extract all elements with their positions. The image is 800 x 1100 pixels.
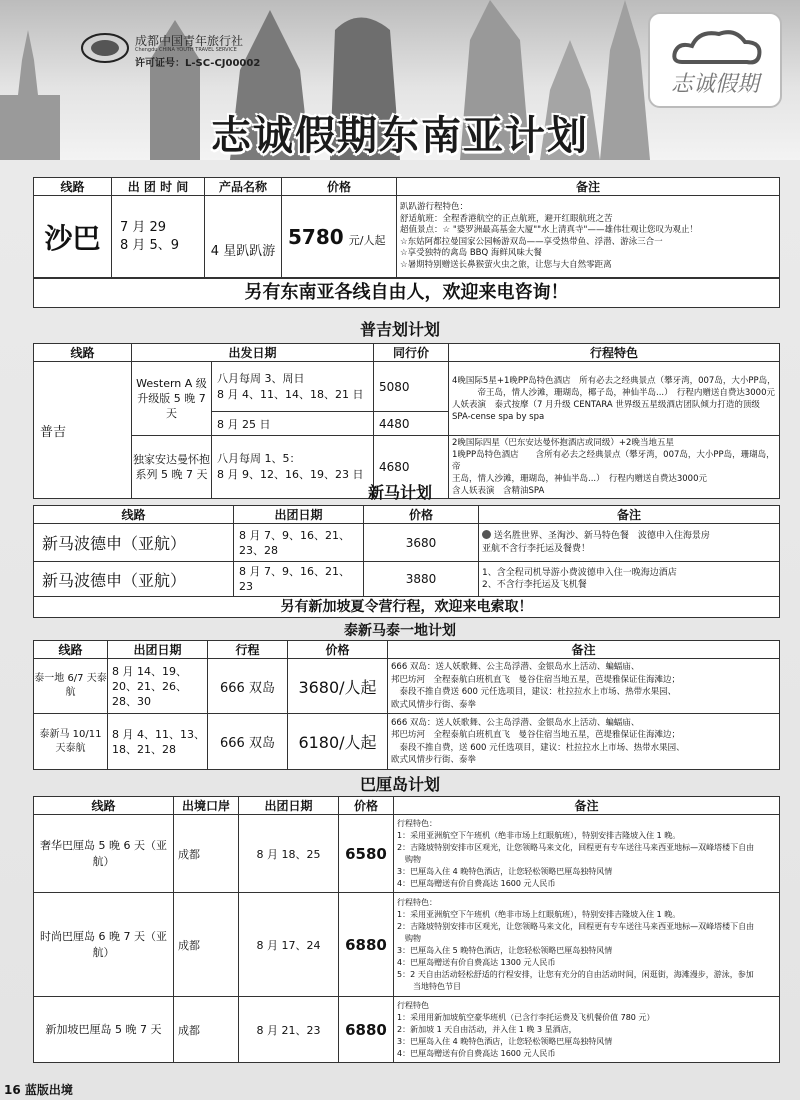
sabah-table <box>33 177 780 278</box>
thai-section-title: 泰新马泰一地计划 <box>344 623 456 639</box>
col-header: 价格 <box>282 178 397 196</box>
price-cell <box>282 196 397 278</box>
note-line: 1：采用用新加坡航空豪华班机（已含行李托运费及飞机餐价值 780 元） <box>397 1012 655 1022</box>
date-line: 8 月 4、11、14、18、21 日 <box>217 387 364 401</box>
route-cell: 普吉 <box>34 362 132 499</box>
col-header: 价格 <box>339 797 394 815</box>
date-line: 8 月 5、9 <box>120 237 180 253</box>
bali-table <box>33 796 780 1063</box>
dates-cell: 8 月 18、25 <box>239 815 339 893</box>
col-header: 备注 <box>397 178 780 196</box>
port-cell: 成都 <box>174 815 239 893</box>
note-line: 当地特色节目 <box>397 981 461 991</box>
trip-cell: 666 双岛 <box>208 714 288 770</box>
route-cell: 泰一地 6/7 天泰航 <box>34 659 108 714</box>
logo-text: 志诚假期 <box>670 72 759 97</box>
date-line: 8 月 9、12、16、19、23 日 <box>217 468 364 481</box>
col-header: 出团日期 <box>234 506 364 524</box>
dates-cell: 8 月 14、19、20、21、26、28、30 <box>108 659 208 714</box>
price-cell: 6880 <box>339 997 394 1063</box>
notes-cell <box>449 362 780 436</box>
note-line: ☆暑期特别赠送长鼻猴萤火虫之旅，让您与大自然零距离 <box>400 259 612 270</box>
page-title: 志诚假期东南亚计划 <box>211 113 589 159</box>
date-line: 八月每周 1、5： <box>217 452 301 465</box>
price-unit: 元/人起 <box>348 233 386 247</box>
product-cell: 4 星趴趴游 <box>205 196 282 278</box>
notes-cell <box>388 714 780 770</box>
note-line: 3：巴厘岛入住 4 晚特色酒店，让您轻松领略巴厘岛独特风情 <box>397 866 613 876</box>
note-line: 舒适航班：全程香港航空的正点航班，避开红眼航班之苦 <box>400 213 613 224</box>
note-line: 亚航不含行李托运及餐费！ <box>482 543 591 554</box>
price-cell: 4480 <box>374 412 449 436</box>
free-travel-banner: 另有东南亚各线自由人，欢迎来电咨询！ <box>33 278 780 308</box>
dates-cell: 8 月 4、11、13、18、21、28 <box>108 714 208 770</box>
col-header: 出发日期 <box>132 344 374 362</box>
notes-cell <box>394 815 780 893</box>
agency-english-name: Chengdu CHINA YOUTH TRAVEL SERVICE <box>135 47 237 53</box>
note-line: 趴趴游行程特色： <box>400 202 469 212</box>
note-line: 行程特色 <box>397 1000 429 1010</box>
price-cell: 3680 <box>364 524 479 562</box>
phuket-table <box>33 343 780 499</box>
col-header: 产品名称 <box>205 178 282 196</box>
note-line: ☆享受独特的禽岛 BBQ 海鲜风味大餐 <box>400 248 542 258</box>
note-line: ☆东姑阿都拉曼国家公园畅游双岛——享受热带鱼、浮潜、游泳三合一 <box>400 236 663 247</box>
dates-cell: 8 月 7、9、16、21、23 <box>234 562 364 597</box>
col-header: 线路 <box>34 506 234 524</box>
note-line: 1：采用亚洲航空下午班机（绝非市场上红眼航班），特别安排吉隆坡入住 1 晚。 <box>397 909 681 919</box>
col-header: 行程特色 <box>449 344 780 362</box>
note-line: 王岛，情人沙滩，珊瑚岛，神仙半岛...） 行程内赠送自费达3000元 <box>452 474 707 484</box>
note-line: 2：吉隆坡特别安排市区观光，让您领略马来文化，回程更有专车送往马来西亚地标—双峰塔楼下自由 <box>397 921 755 931</box>
note-line: 4晚国际5星+1晚PP岛特色酒店 所有必去之经典景点（攀牙湾，007岛，大小PP岛， <box>452 375 776 386</box>
note-line: 666 双岛：送人妖歌舞、公主岛浮潜、金银岛水上活动、蝙蝠庙、 <box>391 717 640 728</box>
notes-cell <box>479 562 780 597</box>
product-cell: 独家安达曼怀抱系列 5 晚 7 天 <box>132 436 212 499</box>
col-header: 线路 <box>34 344 132 362</box>
price-cell: 6580 <box>339 815 394 893</box>
note-line: 666 双岛：送人妖歌舞、公主岛浮潜、金银岛水上活动、蝙蝠庙、 <box>391 662 640 672</box>
agency-block <box>80 30 275 68</box>
xinma-table <box>33 505 780 597</box>
dates-cell: 8 月 21、23 <box>239 997 339 1063</box>
trip-cell: 666 双岛 <box>208 659 288 714</box>
price-cell: 6180/人起 <box>288 714 388 770</box>
note-text: 送名胜世界、圣淘沙、新马特色餐 波德申入住海景房 <box>493 531 710 541</box>
note-line: SPA-cense spa by spa <box>452 411 545 422</box>
col-header: 备注 <box>394 797 780 815</box>
note-line: 2：吉隆坡特别安排市区观光，让您领略马来文化，回程更有专车送往马来西亚地标—双峰塔楼下自由 <box>397 842 755 852</box>
note-line: 2：新加坡 1 天自由活动，并入住 1 晚 3 星酒店， <box>397 1024 577 1034</box>
note-line: 1：采用亚洲航空下午班机（绝非市场上红眼航班），特别安排吉隆坡入住 1 晚。 <box>397 830 681 840</box>
note-line: 超值景点：☆ "婆罗洲最高基金大厦""水上清真寺"——雄伟壮观让您叹为观止！ <box>400 225 698 235</box>
product-cell: Western A 级升级版 5 晚 7 天 <box>132 362 212 436</box>
bullet-icon <box>482 530 491 539</box>
note-line: 2、不含行李托运及飞机餐 <box>482 580 587 590</box>
price-value: 5780 <box>288 224 344 249</box>
agency-name: 成都中国青年旅行社 <box>135 34 244 48</box>
notes-cell <box>479 524 780 562</box>
agency-logo-icon <box>80 30 130 66</box>
note-line: 帝王岛，情人沙滩，珊瑚岛，椰子岛，神仙半岛...） 行程内赠送自费达3000元 <box>452 387 775 398</box>
date-line: 八月每周 3、周日 <box>217 371 305 385</box>
xinma-section-title: 新马计划 <box>367 483 432 502</box>
route-cell: 沙巴 <box>34 196 112 278</box>
col-header: 备注 <box>388 641 780 659</box>
agency-license: 许可证号：L-SC-CJ00002 <box>135 58 261 69</box>
note-line: 欧式风情步行街、泰拳 <box>391 699 477 710</box>
date-line: 7 月 29 <box>120 219 167 235</box>
route-cell: 新马波德申（亚航） <box>34 524 234 562</box>
header-banner <box>0 0 800 160</box>
dates-cell <box>212 362 374 412</box>
dates-cell: 8 月 25 日 <box>212 412 374 436</box>
price-cell: 5080 <box>374 362 449 412</box>
note-line: 欧式风情步行街、泰拳 <box>391 755 477 765</box>
col-header: 出团日期 <box>108 641 208 659</box>
note-line: 行程特色： <box>397 897 437 907</box>
note-line: 人妖表演 泰式按摩（7 月升级 CENTARA 世界级五星级酒店团队倾力打造的顶级 <box>452 399 760 410</box>
note-line: 4：巴厘岛赠送有价自费高达 1300 元人民币 <box>397 957 556 967</box>
page-footer: 16 蓝版出境 <box>4 1083 73 1097</box>
col-header: 备注 <box>479 506 780 524</box>
notes-cell <box>388 659 780 714</box>
note-line: 邦巴坊河 全程泰航白班机直飞 曼谷住宿当地五星，芭堤雅保证住海滩边； <box>391 730 681 740</box>
col-header: 价格 <box>364 506 479 524</box>
route-cell: 奢华巴厘岛 5 晚 6 天（亚航） <box>34 815 174 893</box>
brand-logo <box>648 12 782 108</box>
note-line: 3：巴厘岛入住 4 晚特色酒店，让您轻松领略巴厘岛独特风情 <box>397 1036 613 1046</box>
col-header: 线路 <box>34 641 108 659</box>
col-header: 线路 <box>34 178 112 196</box>
col-header: 同行价 <box>374 344 449 362</box>
port-cell: 成都 <box>174 997 239 1063</box>
note-line: 含人妖表演 含精油SPA <box>452 486 545 496</box>
phuket-section-title: 普吉划计划 <box>359 320 440 339</box>
price-cell: 3880 <box>364 562 479 597</box>
note-line: 1、含全程司机导游小费波德申入住一晚海边酒店 <box>482 567 677 578</box>
dates-cell: 8 月 7、9、16、21、23、28 <box>234 524 364 562</box>
note-line: 2晚国际四星（巴东安达曼怀抱酒店或同级）+2晚当地五星 <box>452 438 674 448</box>
price-cell: 3680/人起 <box>288 659 388 714</box>
route-cell: 新加坡巴厘岛 5 晚 7 天 <box>34 997 174 1063</box>
dates-cell <box>112 196 205 278</box>
col-header: 行程 <box>208 641 288 659</box>
notes-cell <box>394 893 780 997</box>
route-cell: 时尚巴厘岛 6 晚 7 天（亚航） <box>34 893 174 997</box>
note-line: 4：巴厘岛赠送有价自费高达 1600 元人民币 <box>397 878 556 888</box>
col-header: 出 团 时 间 <box>112 178 205 196</box>
port-cell: 成都 <box>174 893 239 997</box>
note-line: 泰段不推自费送 600 元任选项目，建议：杜拉拉水上市场、热带水果园、 <box>391 687 677 697</box>
note-line: 泰段不推自费，送 600 元任选项目，建议：杜拉拉水上市场、热带水果园、 <box>391 742 685 753</box>
price-cell: 6880 <box>339 893 394 997</box>
col-header: 线路 <box>34 797 174 815</box>
note-line: 购物 <box>397 854 421 864</box>
dates-cell: 8 月 17、24 <box>239 893 339 997</box>
col-header: 出团日期 <box>239 797 339 815</box>
summer-camp-banner: 另有新加坡夏令营行程，欢迎来电索取！ <box>33 596 780 618</box>
bali-section-title: 巴厘岛计划 <box>359 775 440 794</box>
note-line: 3：巴厘岛入住 5 晚特色酒店，让您轻松领略巴厘岛独特风情 <box>397 945 613 955</box>
col-header: 价格 <box>288 641 388 659</box>
thai-table <box>33 640 780 770</box>
note-line: 1晚PP岛特色酒店 含所有必去之经典景点（攀牙湾，007岛，大小PP岛，珊瑚岛，帝 <box>452 450 775 472</box>
note-line <box>482 530 776 543</box>
notes-cell <box>397 196 780 278</box>
note-line: 4：巴厘岛赠送有价自费高达 1600 元人民币 <box>397 1048 556 1058</box>
note-line: 行程特色： <box>397 818 437 828</box>
note-line: 邦巴坊河 全程泰航白班机直飞 曼谷住宿当地五星，芭堤雅保证住海滩边； <box>391 674 681 685</box>
note-line: 5：2 天自由活动轻松舒适的行程安排，让您有充分的自由活动时间，闲逛街，海滩漫步，游泳，参加 <box>397 969 754 979</box>
col-header: 出境口岸 <box>174 797 239 815</box>
notes-cell <box>394 997 780 1063</box>
note-line: 购物 <box>397 933 421 943</box>
route-cell: 泰新马 10/11 天泰航 <box>34 714 108 770</box>
route-cell: 新马波德申（亚航） <box>34 562 234 597</box>
price-cell: 4680 <box>374 436 449 499</box>
